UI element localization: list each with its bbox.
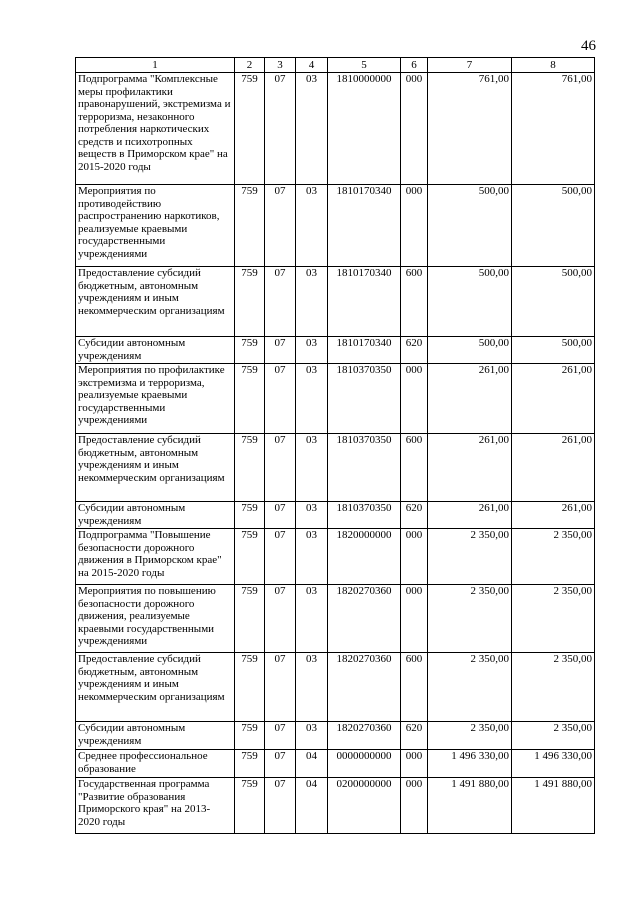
row-code-4: 03 bbox=[296, 722, 328, 750]
table-row bbox=[76, 653, 595, 722]
row-amount-7: 1 496 330,00 bbox=[428, 750, 512, 778]
row-amount-7: 2 350,00 bbox=[428, 653, 512, 722]
row-code-4: 03 bbox=[296, 267, 328, 337]
row-name: Субсидии автономным учреждениям bbox=[76, 502, 235, 529]
row-code-2: 759 bbox=[235, 434, 265, 502]
row-code-3: 07 bbox=[265, 337, 296, 364]
row-code-5: 0200000000 bbox=[328, 778, 401, 834]
row-code-2: 759 bbox=[235, 364, 265, 434]
row-code-5: 1820270360 bbox=[328, 585, 401, 653]
row-amount-8: 261,00 bbox=[512, 364, 595, 434]
row-code-4: 03 bbox=[296, 585, 328, 653]
row-code-4: 04 bbox=[296, 778, 328, 834]
row-code-4: 03 bbox=[296, 653, 328, 722]
row-code-2: 759 bbox=[235, 337, 265, 364]
row-code-3: 07 bbox=[265, 185, 296, 267]
col-header-6: 6 bbox=[401, 58, 428, 73]
row-amount-8: 2 350,00 bbox=[512, 585, 595, 653]
row-code-6: 000 bbox=[401, 529, 428, 585]
row-name: Среднее профессиональное образование bbox=[76, 750, 235, 778]
row-amount-7: 2 350,00 bbox=[428, 722, 512, 750]
row-code-2: 759 bbox=[235, 722, 265, 750]
row-code-4: 03 bbox=[296, 502, 328, 529]
row-code-3: 07 bbox=[265, 750, 296, 778]
row-amount-8: 500,00 bbox=[512, 267, 595, 337]
row-amount-8: 2 350,00 bbox=[512, 529, 595, 585]
row-name: Мероприятия по противодействию распространению наркотиков, реализуемые краевыми государственными учреждениями bbox=[76, 185, 235, 267]
row-name: Предоставление субсидий бюджетным, автономным учреждениям и иным некоммерческим организациям bbox=[76, 267, 235, 337]
row-name: Предоставление субсидий бюджетным, автономным учреждениям и иным некоммерческим организациям bbox=[76, 434, 235, 502]
row-code-3: 07 bbox=[265, 73, 296, 185]
row-code-3: 07 bbox=[265, 585, 296, 653]
row-amount-8: 2 350,00 bbox=[512, 653, 595, 722]
row-amount-8: 2 350,00 bbox=[512, 722, 595, 750]
row-code-5: 1810170340 bbox=[328, 337, 401, 364]
row-amount-7: 261,00 bbox=[428, 434, 512, 502]
row-code-4: 03 bbox=[296, 73, 328, 185]
row-amount-7: 500,00 bbox=[428, 337, 512, 364]
row-code-3: 07 bbox=[265, 529, 296, 585]
row-code-6: 620 bbox=[401, 722, 428, 750]
row-amount-7: 761,00 bbox=[428, 73, 512, 185]
row-code-3: 07 bbox=[265, 778, 296, 834]
table-row bbox=[76, 750, 595, 778]
row-amount-8: 500,00 bbox=[512, 337, 595, 364]
table-row bbox=[76, 337, 595, 364]
table-row bbox=[76, 722, 595, 750]
row-code-4: 03 bbox=[296, 364, 328, 434]
row-code-6: 600 bbox=[401, 434, 428, 502]
row-code-6: 620 bbox=[401, 337, 428, 364]
row-code-6: 000 bbox=[401, 750, 428, 778]
row-code-6: 620 bbox=[401, 502, 428, 529]
row-amount-7: 1 491 880,00 bbox=[428, 778, 512, 834]
row-code-6: 000 bbox=[401, 73, 428, 185]
row-code-5: 1810370350 bbox=[328, 434, 401, 502]
row-name: Субсидии автономным учреждениям bbox=[76, 722, 235, 750]
table-row bbox=[76, 778, 595, 834]
row-code-6: 000 bbox=[401, 778, 428, 834]
col-header-2: 2 bbox=[235, 58, 265, 73]
row-amount-7: 2 350,00 bbox=[428, 585, 512, 653]
row-name: Подпрограмма "Комплексные меры профилактики правонарушений, экстремизма и терроризма, незаконного потребления наркотических средств и психотропных веществ в Приморском крае" на 2015-2020 годы bbox=[76, 73, 235, 185]
row-code-4: 03 bbox=[296, 337, 328, 364]
row-name: Мероприятия по профилактике экстремизма и терроризма, реализуемые краевыми государственными учреждениями bbox=[76, 364, 235, 434]
row-code-3: 07 bbox=[265, 722, 296, 750]
row-name: Субсидии автономным учреждениям bbox=[76, 337, 235, 364]
row-code-2: 759 bbox=[235, 778, 265, 834]
table-row bbox=[76, 185, 595, 267]
row-code-5: 1820270360 bbox=[328, 653, 401, 722]
row-amount-7: 261,00 bbox=[428, 502, 512, 529]
row-code-5: 0000000000 bbox=[328, 750, 401, 778]
row-code-6: 600 bbox=[401, 267, 428, 337]
row-code-5: 1810000000 bbox=[328, 73, 401, 185]
col-header-3: 3 bbox=[265, 58, 296, 73]
table-row bbox=[76, 529, 595, 585]
row-name: Подпрограмма "Повышение безопасности дорожного движения в Приморском крае" на 2015-2020 годы bbox=[76, 529, 235, 585]
row-code-2: 759 bbox=[235, 267, 265, 337]
col-header-7: 7 bbox=[428, 58, 512, 73]
row-amount-7: 500,00 bbox=[428, 185, 512, 267]
row-name: Мероприятия по повышению безопасности дорожного движения, реализуемые краевыми государственными учреждениями bbox=[76, 585, 235, 653]
page-number: 46 bbox=[581, 38, 596, 54]
table-row bbox=[76, 267, 595, 337]
row-code-4: 03 bbox=[296, 434, 328, 502]
table-row bbox=[76, 73, 595, 185]
row-amount-8: 761,00 bbox=[512, 73, 595, 185]
row-code-5: 1810370350 bbox=[328, 502, 401, 529]
budget-table bbox=[75, 57, 595, 834]
row-code-5: 1810170340 bbox=[328, 267, 401, 337]
table-row bbox=[76, 502, 595, 529]
row-code-2: 759 bbox=[235, 585, 265, 653]
row-amount-7: 500,00 bbox=[428, 267, 512, 337]
row-code-6: 000 bbox=[401, 185, 428, 267]
row-code-2: 759 bbox=[235, 73, 265, 185]
row-name: Предоставление субсидий бюджетным, автономным учреждениям и иным некоммерческим организациям bbox=[76, 653, 235, 722]
row-code-5: 1810370350 bbox=[328, 364, 401, 434]
col-header-1: 1 bbox=[76, 58, 235, 73]
row-code-2: 759 bbox=[235, 529, 265, 585]
row-code-3: 07 bbox=[265, 267, 296, 337]
row-code-2: 759 bbox=[235, 185, 265, 267]
row-amount-8: 1 491 880,00 bbox=[512, 778, 595, 834]
col-header-5: 5 bbox=[328, 58, 401, 73]
row-code-6: 600 bbox=[401, 653, 428, 722]
row-amount-7: 2 350,00 bbox=[428, 529, 512, 585]
row-code-5: 1820000000 bbox=[328, 529, 401, 585]
row-code-4: 03 bbox=[296, 529, 328, 585]
row-amount-8: 261,00 bbox=[512, 502, 595, 529]
row-amount-8: 500,00 bbox=[512, 185, 595, 267]
row-code-5: 1820270360 bbox=[328, 722, 401, 750]
row-amount-7: 261,00 bbox=[428, 364, 512, 434]
header-row bbox=[76, 58, 595, 73]
row-code-3: 07 bbox=[265, 364, 296, 434]
col-header-8: 8 bbox=[512, 58, 595, 73]
row-code-3: 07 bbox=[265, 502, 296, 529]
row-code-3: 07 bbox=[265, 434, 296, 502]
row-code-6: 000 bbox=[401, 585, 428, 653]
row-code-2: 759 bbox=[235, 653, 265, 722]
row-code-2: 759 bbox=[235, 502, 265, 529]
col-header-4: 4 bbox=[296, 58, 328, 73]
row-code-3: 07 bbox=[265, 653, 296, 722]
row-code-4: 03 bbox=[296, 185, 328, 267]
row-code-4: 04 bbox=[296, 750, 328, 778]
row-amount-8: 261,00 bbox=[512, 434, 595, 502]
row-code-2: 759 bbox=[235, 750, 265, 778]
table-row bbox=[76, 585, 595, 653]
row-amount-8: 1 496 330,00 bbox=[512, 750, 595, 778]
row-name: Государственная программа "Развитие образования Приморского края" на 2013-2020 годы bbox=[76, 778, 235, 834]
row-code-6: 000 bbox=[401, 364, 428, 434]
row-code-5: 1810170340 bbox=[328, 185, 401, 267]
table-row bbox=[76, 364, 595, 434]
table-row bbox=[76, 434, 595, 502]
